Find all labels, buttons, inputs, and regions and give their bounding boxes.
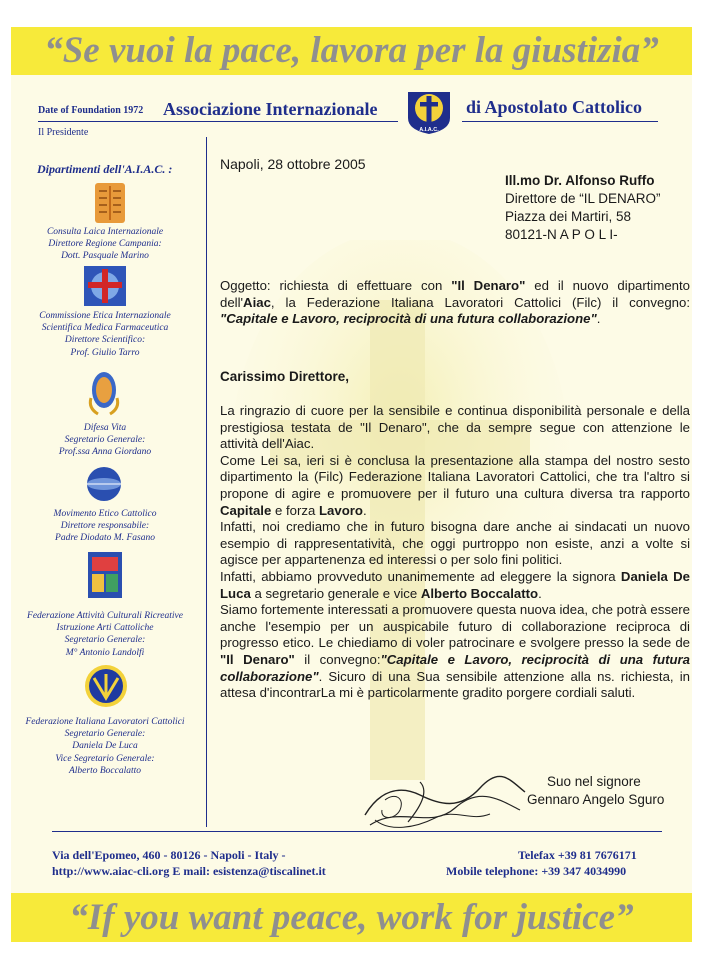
subject-paragraph: Oggetto: richiesta di effettuare con "Il Denaro" ed il nuovo dipartimento dell'Aiac, la Federazione Italiana Lavoratori Cattolici (Filc) il convegno: "Capitale e Lavoro, reciprocità di una futura collaborazione".	[220, 278, 690, 327]
recipient-block	[505, 172, 661, 244]
signer-name: Gennaro Angelo Sguro	[527, 792, 665, 807]
footer-web-email[interactable]: http://www.aiac-cli.org E mail: esistenza@tiscalinet.it	[52, 864, 326, 878]
footer-telefax: Telefax +39 81 7676171	[518, 848, 637, 862]
handwritten-signature	[360, 770, 530, 835]
closing-salutation: Suo nel signore	[547, 774, 641, 789]
header-rule-right	[462, 121, 658, 122]
dept-federazione-attivita: Federazione Attività Culturali Ricreative Istruzione Arti Cattoliche Segretario Generale: M° Antonio Landolfi	[27, 611, 183, 658]
filc-emblem-icon	[84, 664, 128, 708]
foundation-date: Date of Foundation 1972	[38, 105, 144, 116]
aiac-logo-icon	[404, 84, 454, 136]
dept-consulta-laica: Consulta Laica Internazionale Direttore Regione Campania: Dott. Pasquale Marino	[46, 227, 164, 262]
recipient-city: 80121-N A P O L I-	[505, 227, 618, 242]
dept-filc: Federazione Italiana Lavoratori Cattolici Segretario Generale: Daniela De Luca Vice Segretario Generale: Alberto Boccalatto	[25, 717, 185, 776]
recipient-name: Ill.mo Dr. Alfonso Ruffo	[505, 173, 655, 188]
footer-mobile: Mobile telephone: +39 347 4034990	[446, 864, 627, 878]
departments-title: Dipartimenti dell'A.I.A.C. :	[37, 162, 173, 176]
dept-difesa-vita: Difesa Vita Segretario Generale: Prof.ssa Anna Giordano	[58, 423, 152, 458]
association-name-cont: di Apostolato Cattolico	[466, 97, 643, 117]
president-label: Il Presidente	[38, 127, 89, 138]
sidebar-divider	[206, 137, 207, 827]
cross-globe-icon	[84, 266, 126, 306]
greeting: Carissimo Direttore,	[220, 369, 350, 384]
paragraph-3: Infatti, noi crediamo che in futuro bisogna dare anche ai sindacati un nuovo esempio di rappresentatività, che oggi purtroppo non esiste, anzi a volte si agisce per appartenenza ed interessi o per solo fini politici.	[220, 519, 690, 568]
logo-text: A.I.A.C.	[419, 127, 439, 133]
dept-commissione-etica: Commissione Etica Internazionale Scientifica Medica Farmaceutica Direttore Scientifico: Prof. Giulio Tarro	[39, 311, 171, 358]
arts-emblem-icon	[88, 552, 122, 598]
paragraph-5: Siamo fortemente interessati a promuovere questa nuova idea, che potrà essere anche l'esempio per un auspicabile futuro di collaborazione reciproca di progresso etico. Le chiediamo di voler patrocinare e svolgere presso la sede de "Il Denaro" il convegno:"Capitale e Lavoro, reciprocità di una futura collaborazione". Sicuro di una Sua sensibile attenzione alla ns. richiesta, in attesa d'incontrarLa mi è particolarmente gradito porgere cordiali saluti.	[220, 602, 691, 701]
dept-movimento-etico: Movimento Etico Cattolico Direttore responsabile: Padre Diodato M. Fasano	[53, 509, 157, 544]
letter-body	[220, 403, 690, 702]
paragraph-1: La ringrazio di cuore per la sensibile e continua disponibilità personale e della prestigiosa testata de "Il Denaro", che da sempre segue con attenzione le attività dell'Aiac.	[220, 403, 690, 452]
bottom-motto-banner: “If you want peace, work for justice”	[11, 893, 692, 942]
footer-rule	[52, 831, 662, 832]
recipient-title: Direttore de “IL DENARO”	[505, 191, 661, 206]
laurel-emblem-icon	[86, 368, 122, 418]
header-rule-left	[38, 121, 398, 122]
paragraph-2: Come Lei sa, ieri si è conclusa la presentazione alla stampa del nostro sesto dipartimento la (Filc) Federazione Italiana Lavoratori Cattolici, che tra l'altro si propone di agire e promuovere per il futuro una cultura diversa tra rapporto Capitale e forza Lavoro.	[220, 452, 690, 518]
letter-date: Napoli, 28 ottobre 2005	[220, 156, 366, 172]
top-motto-banner: “Se vuoi la pace, lavora per la giustizia”	[11, 27, 692, 75]
association-name: Associazione Internazionale	[163, 99, 378, 119]
globe-icon	[86, 466, 122, 502]
tablets-icon	[94, 182, 126, 224]
recipient-street: Piazza dei Martiri, 58	[505, 209, 632, 224]
footer-address: Via dell'Epomeo, 460 - 80126 - Napoli - Italy -	[52, 848, 286, 862]
paragraph-4: Infatti, abbiamo provveduto unanimemente ad eleggere la signora Daniela De Luca a segretario generale e vice Alberto Boccalatto.	[220, 568, 690, 601]
